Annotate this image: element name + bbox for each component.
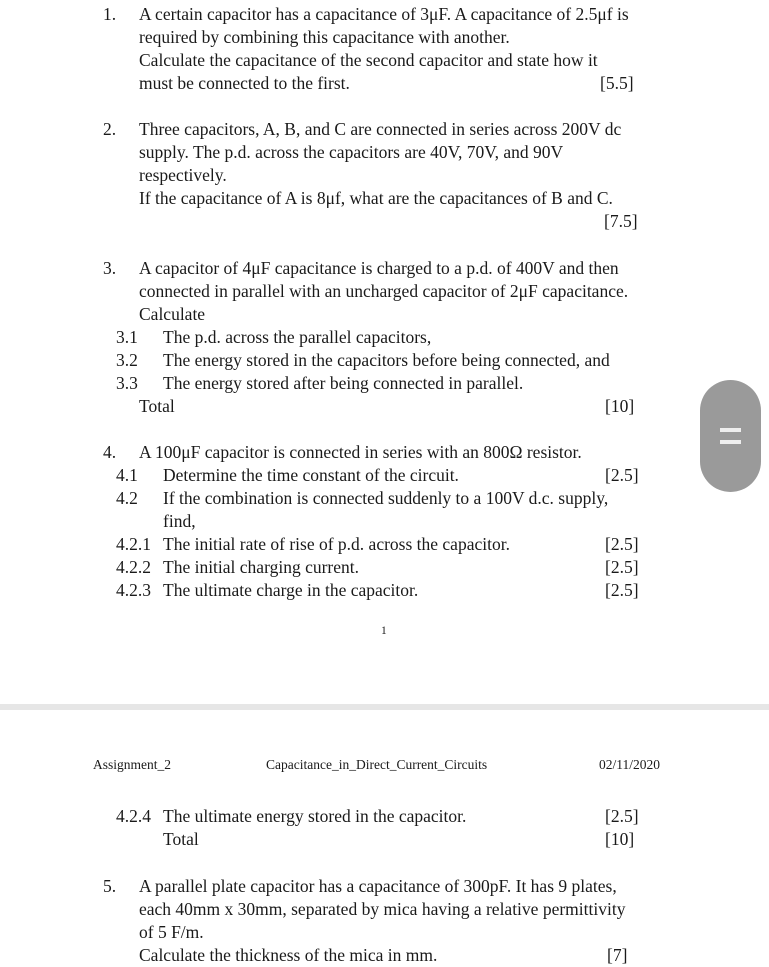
question-text: Calculate bbox=[139, 304, 206, 324]
sub-number: 4.2.4 bbox=[116, 806, 151, 826]
question-text: each 40mm x 30mm, separated by mica having a relative permittivity bbox=[139, 899, 626, 919]
scroll-handle[interactable] bbox=[700, 380, 761, 492]
question-number: 1. bbox=[103, 4, 117, 24]
sub-number: 4.1 bbox=[116, 465, 138, 485]
question-text: supply. The p.d. across the capacitors are 40V, 70V, and 90V bbox=[139, 142, 564, 162]
question-number: 3. bbox=[103, 258, 117, 278]
sub-text: The ultimate energy stored in the capacitor. bbox=[163, 806, 467, 826]
marks: [7.5] bbox=[604, 211, 638, 231]
sub-text: The p.d. across the parallel capacitors, bbox=[163, 327, 432, 347]
sub-text: The energy stored after being connected in parallel. bbox=[163, 373, 524, 393]
question-text: A capacitor of 4μF capacitance is charged to a p.d. of 400V and then bbox=[139, 258, 619, 278]
header-date: 02/11/2020 bbox=[599, 757, 661, 772]
question-number: 4. bbox=[103, 442, 117, 462]
question-text: respectively. bbox=[139, 165, 227, 185]
sub-number: 4.2.2 bbox=[116, 557, 151, 577]
total-label: Total bbox=[163, 829, 199, 849]
header-title: Capacitance_in_Direct_Current_Circuits bbox=[266, 757, 488, 772]
sub-number: 4.2.3 bbox=[116, 580, 151, 600]
question-text: A 100μF capacitor is connected in series with an 800Ω resistor. bbox=[139, 442, 582, 462]
question-text: of 5 F/m. bbox=[139, 922, 204, 942]
sub-number: 4.2 bbox=[116, 488, 138, 508]
total-label: Total bbox=[139, 396, 175, 416]
page-number: 1 bbox=[381, 625, 387, 637]
sub-number: 3.2 bbox=[116, 350, 138, 370]
sub-text: The initial charging current. bbox=[163, 557, 359, 577]
marks: [2.5] bbox=[605, 557, 639, 577]
question-text: A certain capacitor has a capacitance of 3μF. A capacitance of 2.5μf is bbox=[139, 4, 629, 24]
sub-text: If the combination is connected suddenly to a 100V d.c. supply, bbox=[163, 488, 609, 508]
question-text: connected in parallel with an uncharged capacitor of 2μF capacitance. bbox=[139, 281, 629, 301]
question-text: Calculate the capacitance of the second capacitor and state how it bbox=[139, 50, 598, 70]
marks: [2.5] bbox=[605, 806, 639, 826]
question-number: 2. bbox=[103, 119, 117, 139]
question-text: A parallel plate capacitor has a capacitance of 300pF. It has 9 plates, bbox=[139, 876, 617, 896]
page-break bbox=[0, 704, 769, 710]
marks: [5.5] bbox=[600, 73, 634, 93]
sub-number: 3.3 bbox=[116, 373, 138, 393]
sub-text: The energy stored in the capacitors before being connected, and bbox=[163, 350, 610, 370]
sub-text: The ultimate charge in the capacitor. bbox=[163, 580, 419, 600]
marks: [7] bbox=[607, 945, 628, 965]
question-text: required by combining this capacitance with another. bbox=[139, 27, 510, 47]
sub-number: 3.1 bbox=[116, 327, 138, 347]
header-assignment: Assignment_2 bbox=[93, 757, 172, 772]
marks: [2.5] bbox=[605, 580, 639, 600]
question-text: If the capacitance of A is 8μf, what are the capacitances of B and C. bbox=[139, 188, 613, 208]
total-marks: [10] bbox=[605, 829, 635, 849]
sub-number: 4.2.1 bbox=[116, 534, 151, 554]
total-marks: [10] bbox=[605, 396, 635, 416]
question-text: must be connected to the first. bbox=[139, 73, 350, 93]
sub-text: find, bbox=[163, 511, 196, 531]
question-text: Three capacitors, A, B, and C are connected in series across 200V dc bbox=[139, 119, 622, 139]
question-text: Calculate the thickness of the mica in mm. bbox=[139, 945, 438, 965]
question-number: 5. bbox=[103, 876, 117, 896]
marks: [2.5] bbox=[605, 534, 639, 554]
sub-text: Determine the time constant of the circuit. bbox=[163, 465, 459, 485]
sub-text: The initial rate of rise of p.d. across the capacitor. bbox=[163, 534, 510, 554]
marks: [2.5] bbox=[605, 465, 639, 485]
